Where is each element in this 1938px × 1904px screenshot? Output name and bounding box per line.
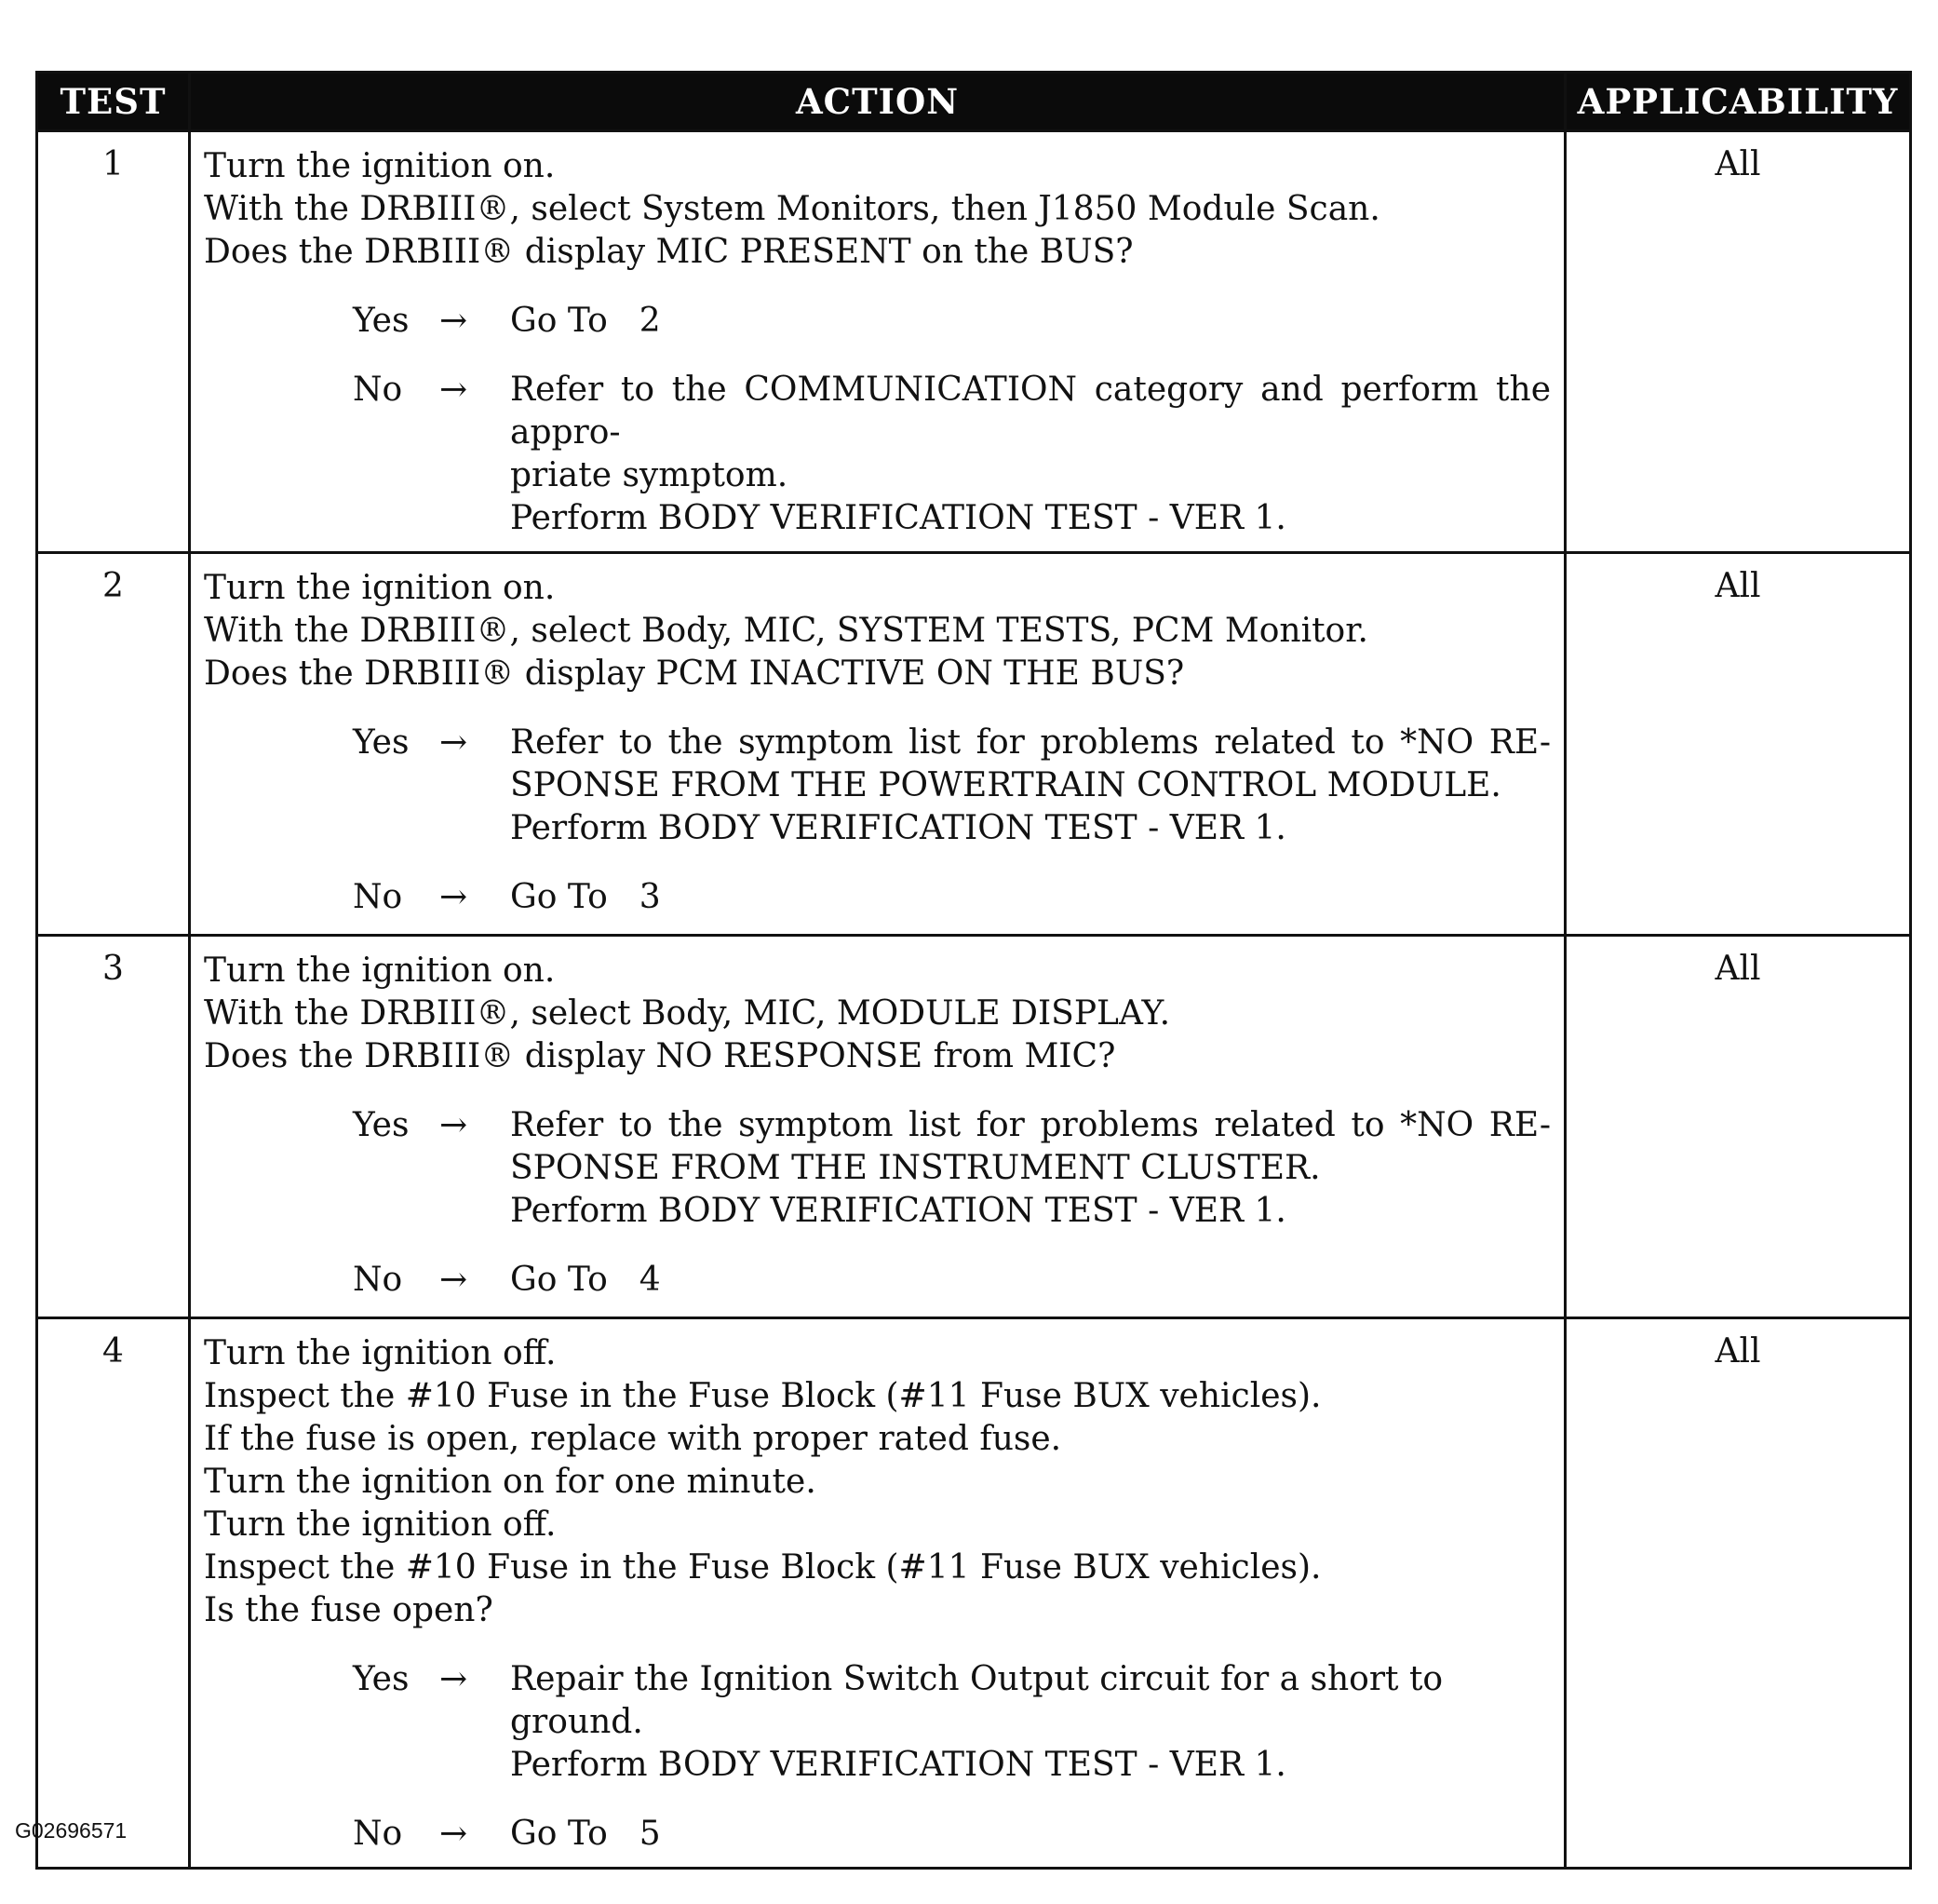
goto-number: 5: [639, 1815, 661, 1853]
no-result: [510, 1813, 1551, 1856]
action-step: Inspect the #10 Fuse in the Fuse Block (#11 Fuse BUX vehicles).: [204, 1377, 1322, 1415]
no-label: No: [353, 878, 403, 916]
diagnostic-test-table: [35, 71, 1912, 1870]
no-result: [510, 1259, 1551, 1302]
goto-number: 2: [639, 302, 661, 340]
goto-text: Go To: [510, 302, 608, 340]
no-answer: [204, 876, 1551, 919]
action-step: Turn the ignition off.: [204, 1334, 557, 1372]
arrow-icon: →: [439, 1106, 468, 1144]
result-line: SPONSE FROM THE INSTRUMENT CLUSTER.: [510, 1149, 1321, 1187]
arrow-icon: →: [439, 723, 468, 762]
figure-id: G02696571: [15, 1818, 128, 1843]
yes-answer: [204, 1104, 1551, 1233]
yes-answer: [204, 722, 1551, 850]
goto-text: Go To: [510, 1815, 608, 1853]
yes-result: [510, 722, 1551, 850]
result-line: Perform BODY VERIFICATION TEST - VER 1.: [510, 499, 1286, 537]
no-answer: [204, 369, 1551, 540]
result-line: priate symptom.: [510, 456, 788, 494]
result-line: Refer to the symptom list for problems related to *NO RE-: [510, 723, 1551, 762]
result-line: SPONSE FROM THE POWERTRAIN CONTROL MODULE.: [510, 766, 1501, 804]
applicability-value: All: [1566, 936, 1911, 1318]
yes-label: Yes: [353, 302, 410, 340]
yes-result: [510, 300, 1551, 343]
goto-text: Go To: [510, 878, 608, 916]
header-action: ACTION: [190, 73, 1566, 131]
no-label: No: [353, 371, 403, 409]
arrow-icon: →: [439, 302, 468, 340]
table-row: [37, 553, 1911, 936]
header-applicability: APPLICABILITY: [1566, 73, 1911, 131]
yes-result: [510, 1104, 1551, 1233]
action-step: Is the fuse open?: [204, 1591, 493, 1629]
result-line: Refer to the symptom list for problems related to *NO RE-: [510, 1106, 1551, 1144]
result-line: Refer to the COMMUNICATION category and perform the appro-: [510, 371, 1551, 452]
no-answer: [204, 1813, 1551, 1856]
goto-number: 4: [639, 1261, 661, 1299]
yes-label: Yes: [353, 1106, 410, 1144]
action-step: Turn the ignition off.: [204, 1506, 557, 1544]
action-step: Turn the ignition on.: [204, 952, 556, 990]
no-label: No: [353, 1815, 403, 1853]
yes-answer: [204, 300, 1551, 343]
applicability-value: All: [1566, 131, 1911, 553]
arrow-icon: →: [439, 371, 468, 409]
applicability-value: All: [1566, 553, 1911, 936]
arrow-icon: →: [439, 1815, 468, 1853]
action-step: Does the DRBIII® display NO RESPONSE from MIC?: [204, 1037, 1116, 1075]
yes-result: [510, 1658, 1551, 1787]
result-line: Perform BODY VERIFICATION TEST - VER 1.: [510, 1746, 1286, 1784]
action-cell: [190, 131, 1566, 553]
yes-label: Yes: [353, 1660, 410, 1698]
action-step: Does the DRBIII® display MIC PRESENT on the BUS?: [204, 233, 1134, 271]
action-step: Does the DRBIII® display PCM INACTIVE ON THE BUS?: [204, 655, 1185, 693]
action-step: With the DRBIII®, select Body, MIC, MODULE DISPLAY.: [204, 994, 1171, 1033]
action-step: Turn the ignition on for one minute.: [204, 1463, 816, 1501]
test-number: 1: [37, 131, 190, 553]
action-step: Turn the ignition on.: [204, 569, 556, 607]
applicability-value: All: [1566, 1318, 1911, 1869]
no-result: [510, 369, 1551, 540]
table-row: [37, 936, 1911, 1318]
arrow-icon: →: [439, 1660, 468, 1698]
action-step: Inspect the #10 Fuse in the Fuse Block (#11 Fuse BUX vehicles).: [204, 1548, 1322, 1587]
goto-number: 3: [639, 878, 661, 916]
header-test: TEST: [37, 73, 190, 131]
test-number: 2: [37, 553, 190, 936]
yes-label: Yes: [353, 723, 410, 762]
test-number: 4: [37, 1318, 190, 1869]
action-step: Turn the ignition on.: [204, 147, 556, 185]
result-line: Perform BODY VERIFICATION TEST - VER 1.: [510, 1192, 1286, 1230]
action-step: With the DRBIII®, select System Monitors, then J1850 Module Scan.: [204, 190, 1380, 228]
action-cell: [190, 936, 1566, 1318]
action-cell: [190, 1318, 1566, 1869]
table-header-row: [37, 73, 1911, 131]
arrow-icon: →: [439, 1261, 468, 1299]
yes-answer: [204, 1658, 1551, 1787]
test-number: 3: [37, 936, 190, 1318]
table-row: [37, 131, 1911, 553]
no-result: [510, 876, 1551, 919]
goto-text: Go To: [510, 1261, 608, 1299]
no-answer: [204, 1259, 1551, 1302]
action-step: With the DRBIII®, select Body, MIC, SYSTEM TESTS, PCM Monitor.: [204, 612, 1368, 650]
no-label: No: [353, 1261, 403, 1299]
result-line: Perform BODY VERIFICATION TEST - VER 1.: [510, 809, 1286, 847]
arrow-icon: →: [439, 878, 468, 916]
action-cell: [190, 553, 1566, 936]
result-line: Repair the Ignition Switch Output circuit for a short to ground.: [510, 1660, 1444, 1741]
action-step: If the fuse is open, replace with proper rated fuse.: [204, 1420, 1062, 1458]
table-row: [37, 1318, 1911, 1869]
